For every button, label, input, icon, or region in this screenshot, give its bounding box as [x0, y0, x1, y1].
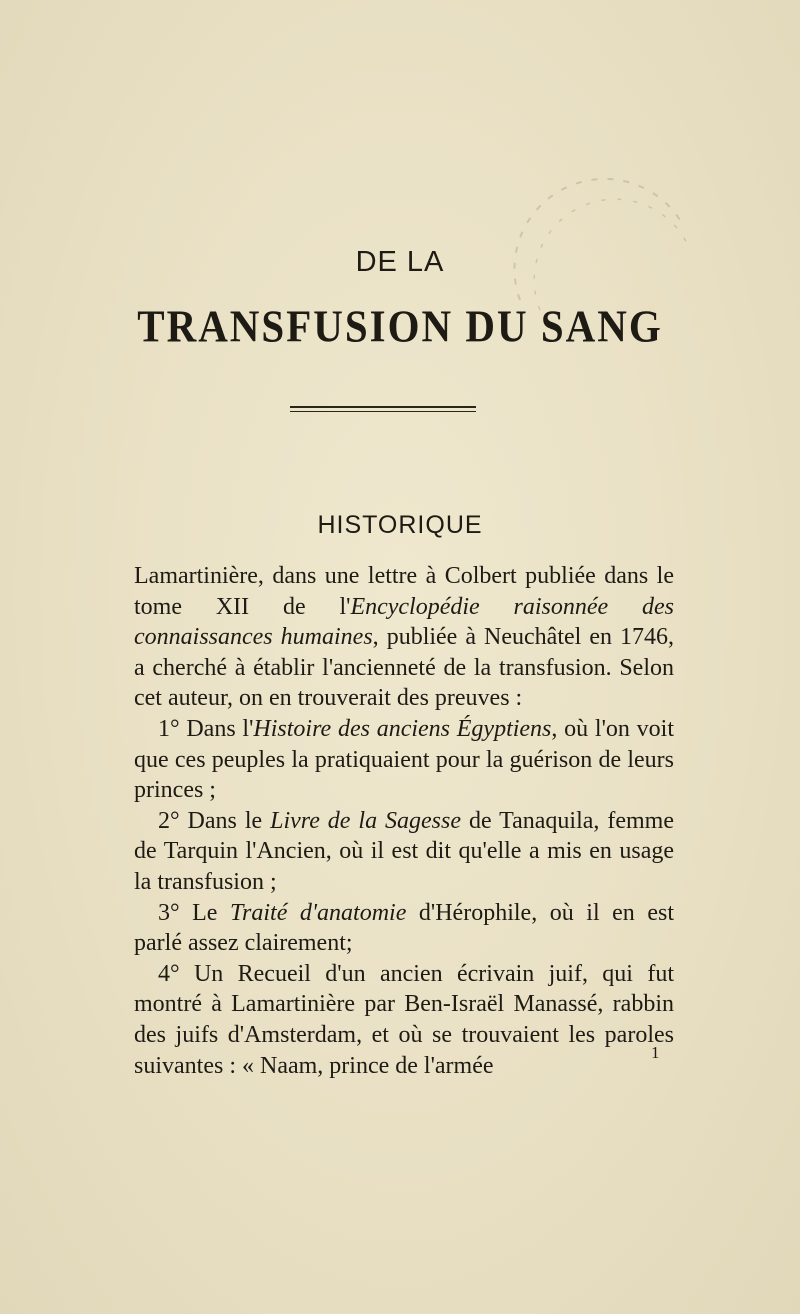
paragraph-intro: Lamartinière, dans une lettre à Colbert publiée dans le tome XII de l'Encyclopédie raisonnée des connaissances humaines, publiée à Neuchâtel en 1746, a cherché à établir l'ancienneté de la transfusion. Selon cet auteur, on en trouverait des preuves : [134, 563, 674, 712]
work-title: Traité d'anatomie [230, 899, 407, 926]
paragraph-item-3: 3° Le Traité d'anatomie d'Hérophile, où il en est parlé assez clairement; [134, 899, 675, 957]
section-title: HISTORIQUE [317, 511, 483, 539]
body-text [134, 561, 674, 1081]
title-prefix: DE LA [355, 246, 445, 278]
work-title: Histoire des anciens Égyptiens [253, 715, 552, 742]
work-title: Livre de la Sagesse [270, 807, 462, 834]
title-divider [290, 406, 476, 408]
paragraph-item-4: 4° Un Recueil d'un ancien écrivain juif, qui fut montré à Lamartinière par Ben-Israël Manassé, rabbin des juifs d'Amsterdam, et où se trouvaient les paroles suivantes : « Naam, prince de l'armée [134, 960, 674, 1079]
page-number: 1 [651, 1043, 660, 1062]
page-title: TRANSFUSION DU SANG [137, 300, 663, 352]
paragraph-item-2: 2° Dans le Livre de la Sagesse de Tanaquila, femme de Tarquin l'Ancien, où il est dit qu'elle a mis en usage la transfusion ; [134, 807, 674, 895]
paragraph-item-1: 1° Dans l'Histoire des anciens Égyptiens, où l'on voit que ces peuples la pratiquaient pour la guérison de leurs princes ; [134, 715, 674, 804]
work-title: Encyclopédie raisonnée des connaissances humaines [134, 593, 674, 651]
